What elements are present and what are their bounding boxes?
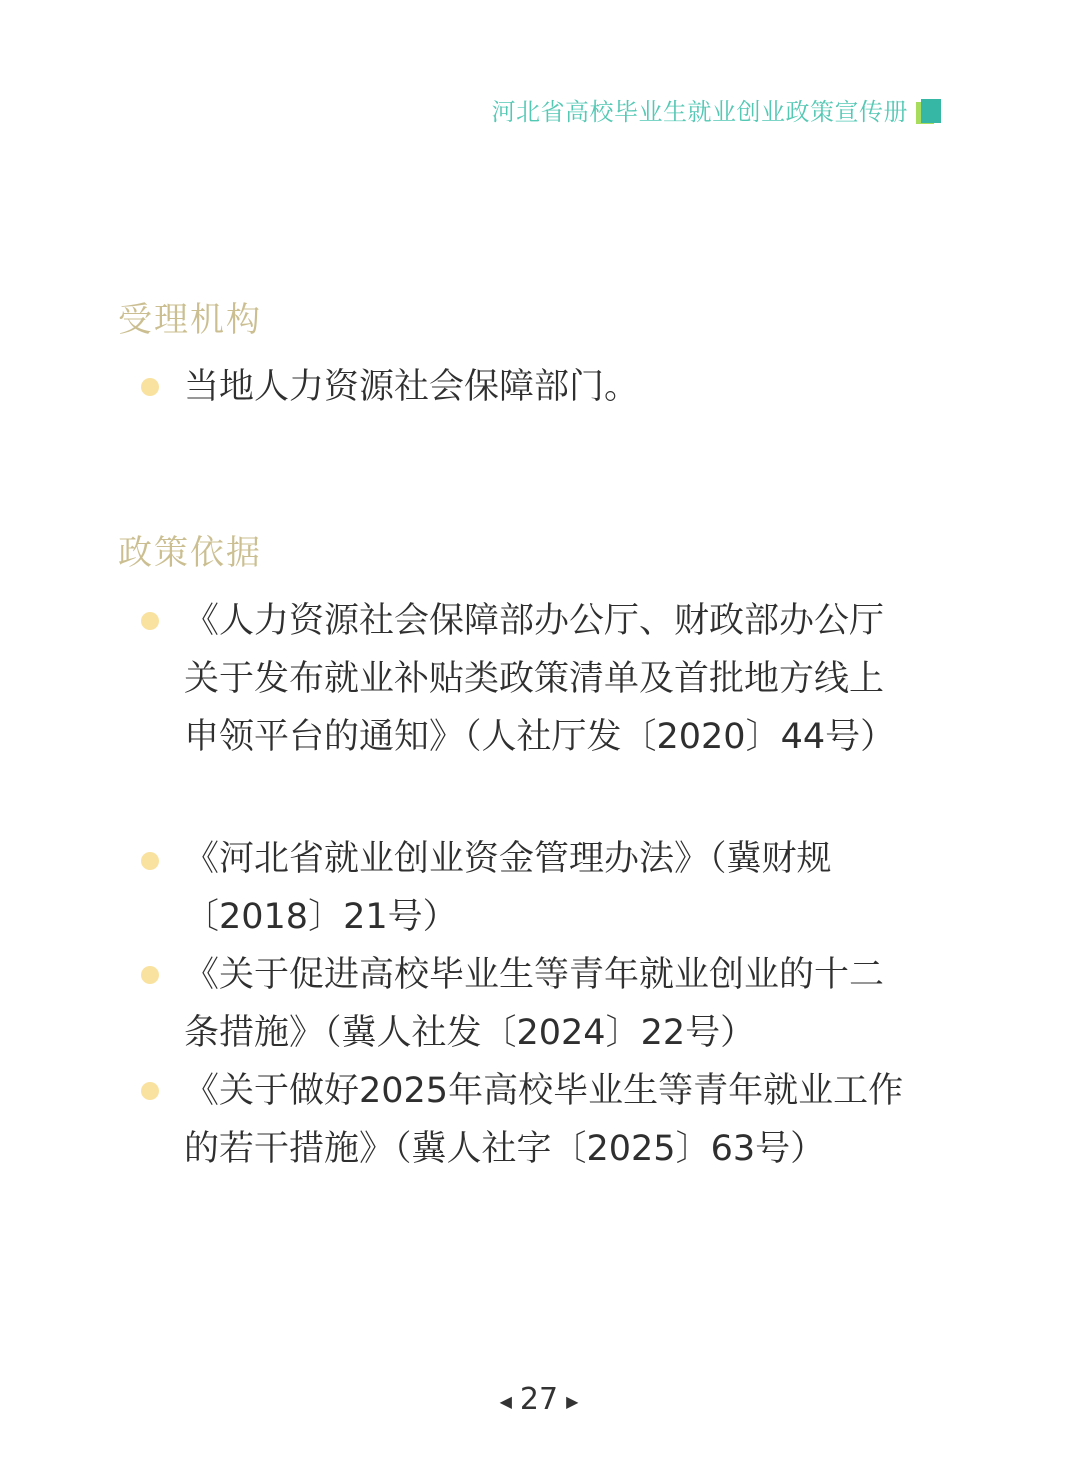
list-item-policy-4: 《关于做好2025年高校毕业生等青年就业工作的若干措施》（冀人社字〔2025〕63号） xyxy=(184,1071,904,1169)
bullet-dot-icon xyxy=(141,852,159,870)
triangle-left-icon: ◀ xyxy=(499,1392,512,1411)
section-title-handling-agency: 受理机构 xyxy=(118,300,262,340)
page-footer xyxy=(0,1382,1078,1417)
bullet-dot-icon xyxy=(141,1082,159,1100)
list-item-policy-3: 《关于促进高校毕业生等青年就业创业的十二条措施》（冀人社发〔2024〕22号） xyxy=(184,955,885,1053)
brand-square-icon xyxy=(916,99,942,125)
page-header xyxy=(492,92,943,127)
triangle-right-icon: ▶ xyxy=(566,1392,579,1411)
list-item-policy-2: 《河北省就业创业资金管理办法》（冀财规〔2018〕21号） xyxy=(184,839,832,937)
bullet-dot-icon xyxy=(141,966,159,984)
section-title-policy-basis: 政策依据 xyxy=(118,533,262,573)
bullet-dot-icon xyxy=(141,378,159,396)
brochure-title: 河北省高校毕业生就业创业政策宣传册 xyxy=(491,98,908,126)
bullet-dot-icon xyxy=(141,612,159,630)
list-item-policy-1: 《人力资源社会保障部办公厅、财政部办公厅关于发布就业补贴类政策清单及首批地方线上申领平台的通知》（人社厅发〔2020〕44号） xyxy=(184,601,896,757)
list-item-handling-agency: 当地人力资源社会保障部门。 xyxy=(184,367,640,407)
brand-square-front xyxy=(921,99,941,123)
page-number: 27 xyxy=(519,1382,559,1417)
